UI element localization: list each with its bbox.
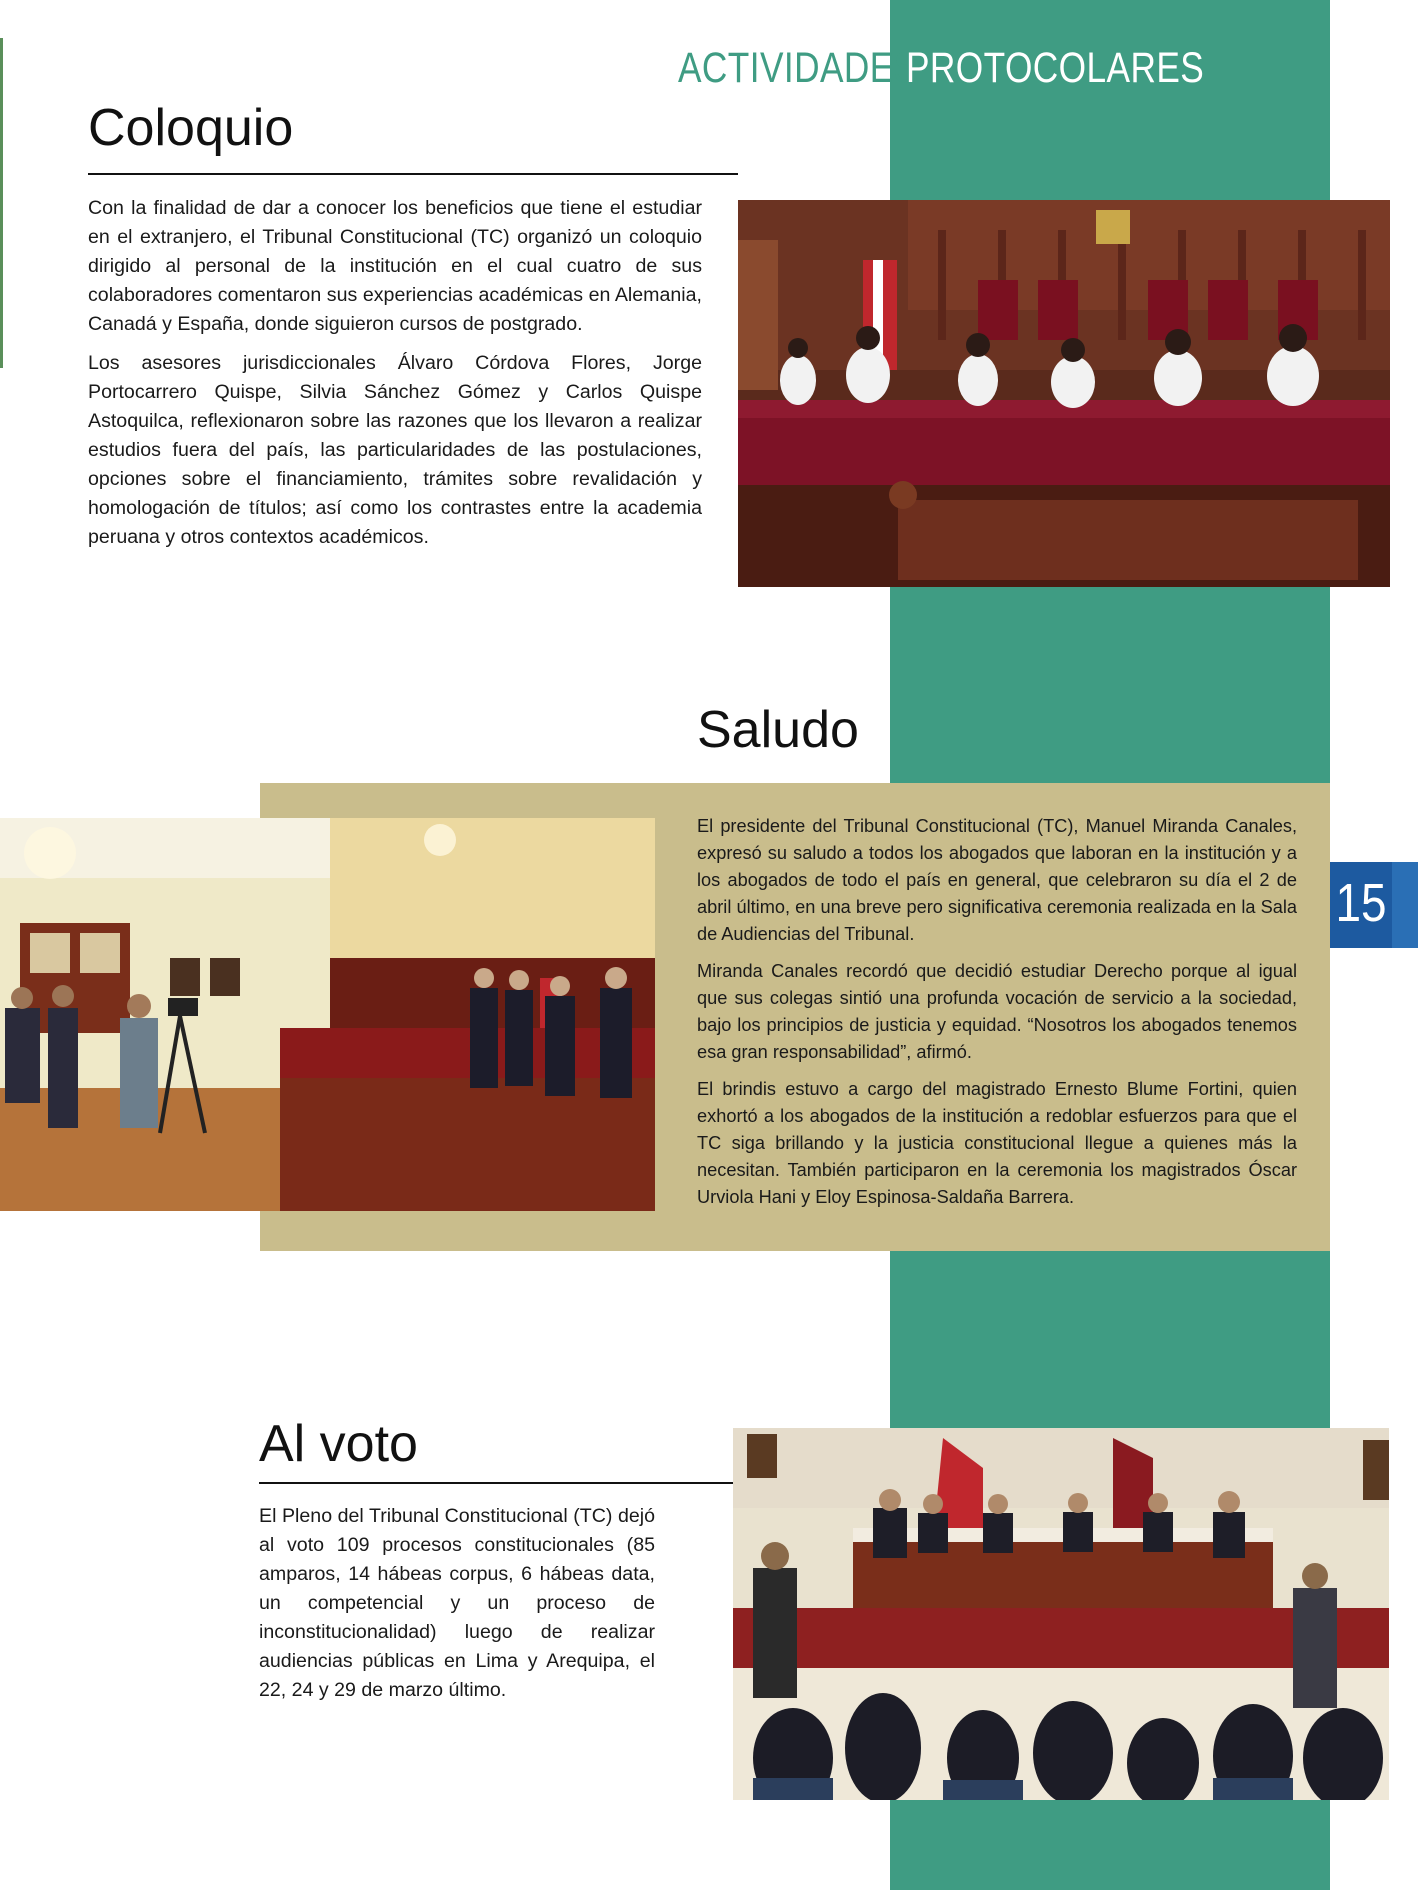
coloquio-title: Coloquio [88,99,294,157]
saludo-photo [0,818,655,1211]
coloquio-photo [738,200,1390,587]
saludo-paragraph-3: El brindis estuvo a cargo del magistrado Ernesto Blume Fortini, quien exhortó a los abogados de la institución a redoblar esfuerzos para que el TC siga brillando y la justicia constitucional llegue a quienes más la necesitan. También participaron en la ceremonia los magistrados Óscar Urviola Hani y Eloy Espinosa-Saldaña Barrera. [697,1079,1297,1207]
coloquio-paragraph-1: Con la finalidad de dar a conocer los beneficios que tiene el estudiar en el extranjero, el Tribunal Constitucional (TC) organizó un coloquio dirigido al personal de la institución en el cual cuatro de sus colaboradores comentaron sus experiencias académicas en Alemania, Canadá y España, donde siguieron cursos de postgrado. [88,197,702,335]
al-voto-title: Al voto [259,1415,418,1473]
coloquio-body [88,194,702,562]
saludo-paragraph-1: El presidente del Tribunal Constitucional (TC), Manuel Miranda Canales, expresó su saludo a todos los abogados que laboran en la institución y a los abogados de todo el país en general, que celebraron su día el 2 de abril último, en una breve pero significativa ceremonia realizada en la Sala de Audiencias del Tribunal. [697,816,1297,944]
left-edge-accent [0,38,3,368]
saludo-title: Saludo [697,701,859,759]
saludo-body [697,813,1297,1221]
header-section-right: PROTOCOLARES [906,44,1205,92]
al-voto-paragraph-1: El Pleno del Tribunal Constitucional (TC) dejó al voto 109 procesos constitucionales (85 amparos, 14 hábeas corpus, 6 hábeas data, un competencial y un proceso de inconstitucionalidad) luego de realizar audiencias públicas en Lima y Arequipa, el 22, 24 y 29 de marzo último. [259,1505,655,1701]
coloquio-paragraph-2: Los asesores jurisdiccionales Álvaro Córdova Flores, Jorge Portocarrero Quispe, Silvia Sánchez Gómez y Carlos Quispe Astoquilca, reflexionaron sobre las razones que los llevaron a realizar estudios fuera del país, las particularidades de las postulaciones, opciones sobre el financiamiento, trámites sobre revalidación y homologación de títulos; así como los contrastes entre la academia peruana y otros contextos académicos. [88,352,702,548]
page-number: 15 [1335,873,1387,933]
al-voto-title-rule [259,1482,734,1484]
header-section-left: ACTIVIDADES [678,44,918,92]
coloquio-title-rule [88,173,738,175]
saludo-paragraph-2: Miranda Canales recordó que decidió estudiar Derecho porque al igual que sus colegas sintió una profunda vocación de servicio a la sociedad, bajo los principios de justicia y equidad. “Nosotros los abogados tenemos esa gran responsabilidad”, afirmó. [697,961,1297,1062]
al-voto-body [259,1502,655,1715]
al-voto-photo [733,1428,1389,1800]
